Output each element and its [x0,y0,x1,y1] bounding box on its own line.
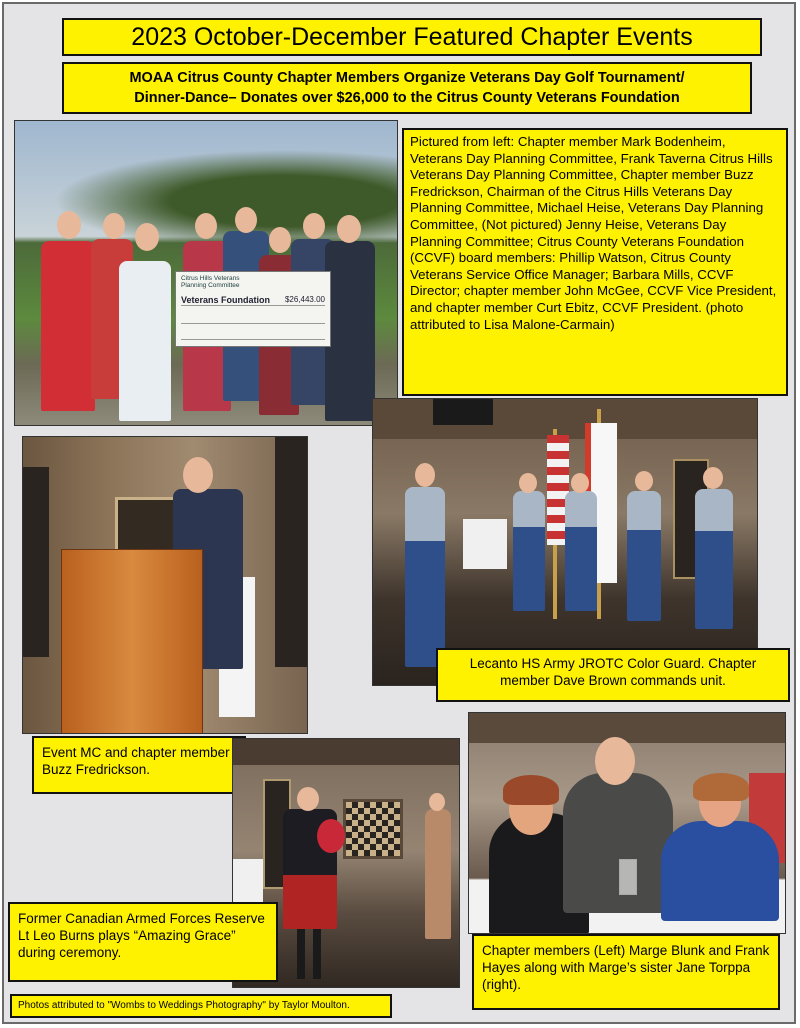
group-photo-caption: Pictured from left: Chapter member Mark Bodenheim, Veterans Day Planning Committee, Frank Taverna Citrus Hills Veterans Day Planning Committee, Chapter member Buzz Fredrickson, Chairman of the Citrus Hills Veterans Day Planning Committee, Michael Heise, Veterans Day Planning Committee, (Not pictured) Jenny Heise, Veterans Day Planning Committee; Citrus County Veterans Foundation (CCVF) board members: Phillip Watson, Citrus County Veterans Service Office Manager; Barbara Mills, CCVF Director; chapter member John McGee, CCVF Vice President, and chapter member Curt Ebitz, CCVF President. (photo attributed to Lisa Malone-Carmain) [402,128,788,396]
mc-podium-photo [22,436,308,734]
tv-screen [433,399,493,425]
person-8 [325,241,375,421]
members-caption: Chapter members (Left) Marge Blunk and Frank Hayes along with Marge’s sister Jane Torppa (right). [472,934,780,1010]
bagpiper-caption: Former Canadian Armed Forces Reserve Lt Leo Burns plays “Amazing Grace” during ceremony. [8,902,278,982]
members-dinner-photo [468,712,786,934]
checker-frame [343,799,403,859]
page-title: 2023 October-December Featured Chapter Events [62,18,762,56]
bystander [425,809,451,939]
podium [61,549,203,734]
cadet-commander [405,487,445,667]
check-payee: Veterans Foundation [181,295,271,305]
bagpipe-bag [317,819,345,853]
jane-torppa [661,821,779,921]
cadet-2 [565,491,597,611]
person-3 [119,261,171,421]
cadet-4 [695,489,733,629]
glass [619,859,637,895]
newsletter-page [2,2,796,1024]
person-1 [41,241,95,411]
headline-line-2: Dinner-Dance– Donates over $26,000 to the Citrus County Veterans Foundation [134,90,680,106]
group-check-photo [14,120,398,426]
headline-line-1: MOAA Citrus County Chapter Members Organize Veterans Day Golf Tournament/ [129,70,685,86]
article-headline [62,62,752,114]
wall-frame [115,497,179,557]
color-guard-caption [436,648,790,702]
cadet-3 [627,491,661,621]
frank-hayes [563,773,673,913]
cadet-1 [513,491,545,611]
photo-credit: Photos attributed to "Wombs to Weddings Photography" by Taylor Moulton. [10,994,392,1018]
check-amount: $26,443.00 [284,295,325,304]
mc-caption: Event MC and chapter member Buzz Fredrickson. [32,736,246,794]
color-guard-photo [372,398,758,686]
color-guard-caption-text: Lecanto HS Army JROTC Color Guard. Chapter member Dave Brown commands unit. [469,656,757,688]
check-org: Citrus Hills Veterans Planning Committee [181,275,240,289]
donation-check [175,271,331,347]
